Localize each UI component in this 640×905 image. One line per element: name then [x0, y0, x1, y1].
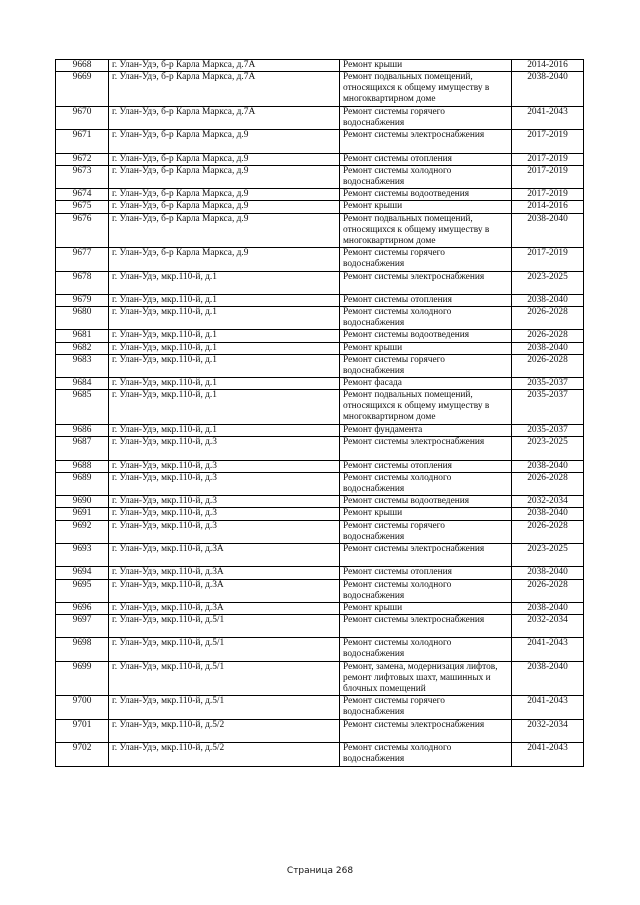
row-period: 2017-2019: [512, 248, 584, 271]
row-address: г. Улан-Удэ, мкр.110-й, д.3А: [109, 602, 340, 614]
row-address: г. Улан-Удэ, б-р Карла Маркса, д.7А: [109, 106, 340, 129]
row-address: г. Улан-Удэ, мкр.110-й, д.1: [109, 390, 340, 425]
table-row: [56, 543, 584, 566]
row-period: 2038-2040: [512, 567, 584, 579]
row-work-type: Ремонт системы электроснабжения: [340, 271, 512, 294]
row-work-type: Ремонт системы горячего водоснабжения: [340, 696, 512, 719]
row-address: г. Улан-Удэ, б-р Карла Маркса, д.7А: [109, 60, 340, 72]
row-period: 2038-2040: [512, 213, 584, 248]
table-row: [56, 579, 584, 602]
row-period: 2032-2034: [512, 615, 584, 638]
row-address: г. Улан-Удэ, мкр.110-й, д.5/1: [109, 661, 340, 696]
row-period: 2038-2040: [512, 602, 584, 614]
table-row: [56, 165, 584, 188]
row-number: 9673: [56, 165, 109, 188]
row-period: 2026-2028: [512, 354, 584, 377]
table-row: [56, 106, 584, 129]
table-row: [56, 307, 584, 330]
row-period: 2017-2019: [512, 165, 584, 188]
row-number: 9694: [56, 567, 109, 579]
row-number: 9691: [56, 508, 109, 520]
row-address: г. Улан-Удэ, мкр.110-й, д.3: [109, 508, 340, 520]
row-number: 9693: [56, 543, 109, 566]
table-row: [56, 72, 584, 107]
row-period: 2035-2037: [512, 378, 584, 390]
row-work-type: Ремонт системы горячего водоснабжения: [340, 354, 512, 377]
row-period: 2023-2025: [512, 271, 584, 294]
row-number: 9690: [56, 496, 109, 508]
table-row: [56, 460, 584, 472]
row-number: 9684: [56, 378, 109, 390]
row-address: г. Улан-Удэ, б-р Карла Маркса, д.9: [109, 248, 340, 271]
row-address: г. Улан-Удэ, мкр.110-й, д.1: [109, 342, 340, 354]
row-period: 2023-2025: [512, 437, 584, 460]
row-work-type: Ремонт системы электроснабжения: [340, 543, 512, 566]
row-work-type: Ремонт системы электроснабжения: [340, 615, 512, 638]
row-period: 2041-2043: [512, 106, 584, 129]
row-period: 2032-2034: [512, 496, 584, 508]
row-address: г. Улан-Удэ, мкр.110-й, д.3А: [109, 567, 340, 579]
row-period: 2041-2043: [512, 696, 584, 719]
row-work-type: Ремонт системы горячего водоснабжения: [340, 248, 512, 271]
row-work-type: Ремонт, замена, модернизация лифтов, ремонт лифтовых шахт, машинных и блочных помещений: [340, 661, 512, 696]
row-period: 2032-2034: [512, 719, 584, 742]
row-work-type: Ремонт системы отопления: [340, 153, 512, 165]
row-number: 9696: [56, 602, 109, 614]
page-number: Страница 268: [286, 866, 354, 876]
table-row: [56, 719, 584, 742]
table-row: [56, 342, 584, 354]
row-period: 2017-2019: [512, 153, 584, 165]
repair-schedule-table: [55, 59, 584, 767]
table-row: [56, 472, 584, 495]
row-work-type: Ремонт системы водоотведения: [340, 189, 512, 201]
row-address: г. Улан-Удэ, мкр.110-й, д.5/2: [109, 719, 340, 742]
row-address: г. Улан-Удэ, мкр.110-й, д.5/1: [109, 615, 340, 638]
row-number: 9686: [56, 425, 109, 437]
table-row: [56, 638, 584, 661]
row-number: 9701: [56, 719, 109, 742]
row-period: 2038-2040: [512, 342, 584, 354]
row-address: г. Улан-Удэ, мкр.110-й, д.1: [109, 307, 340, 330]
row-work-type: Ремонт системы горячего водоснабжения: [340, 520, 512, 543]
row-address: г. Улан-Удэ, мкр.110-й, д.3: [109, 520, 340, 543]
row-work-type: Ремонт системы электроснабжения: [340, 719, 512, 742]
row-number: 9681: [56, 330, 109, 342]
row-number: 9697: [56, 615, 109, 638]
row-work-type: Ремонт системы водоотведения: [340, 496, 512, 508]
row-address: г. Улан-Удэ, б-р Карла Маркса, д.9: [109, 201, 340, 213]
row-number: 9680: [56, 307, 109, 330]
row-work-type: Ремонт системы холодного водоснабжения: [340, 579, 512, 602]
table-row: [56, 602, 584, 614]
row-period: 2038-2040: [512, 508, 584, 520]
table-row: [56, 661, 584, 696]
table-row: [56, 390, 584, 425]
row-number: 9678: [56, 271, 109, 294]
row-address: г. Улан-Удэ, мкр.110-й, д.3: [109, 437, 340, 460]
table-row: [56, 437, 584, 460]
row-period: 2038-2040: [512, 72, 584, 107]
row-work-type: Ремонт системы водоотведения: [340, 330, 512, 342]
row-work-type: Ремонт фасада: [340, 378, 512, 390]
row-number: 9692: [56, 520, 109, 543]
row-number: 9687: [56, 437, 109, 460]
row-address: г. Улан-Удэ, мкр.110-й, д.5/1: [109, 696, 340, 719]
row-address: г. Улан-Удэ, мкр.110-й, д.1: [109, 330, 340, 342]
table-row: [56, 615, 584, 638]
row-work-type: Ремонт крыши: [340, 201, 512, 213]
row-period: 2017-2019: [512, 130, 584, 153]
row-address: г. Улан-Удэ, мкр.110-й, д.3: [109, 496, 340, 508]
row-number: 9674: [56, 189, 109, 201]
row-number: 9676: [56, 213, 109, 248]
table-row: [56, 567, 584, 579]
row-work-type: Ремонт крыши: [340, 508, 512, 520]
table-row: [56, 271, 584, 294]
table-row: [56, 248, 584, 271]
row-number: 9671: [56, 130, 109, 153]
row-period: 2041-2043: [512, 638, 584, 661]
row-number: 9698: [56, 638, 109, 661]
row-address: г. Улан-Удэ, мкр.110-й, д.5/2: [109, 743, 340, 766]
row-number: 9675: [56, 201, 109, 213]
table-row: [56, 508, 584, 520]
row-period: 2026-2028: [512, 307, 584, 330]
row-period: 2035-2037: [512, 390, 584, 425]
row-work-type: Ремонт фундамента: [340, 425, 512, 437]
table-row: [56, 330, 584, 342]
row-address: г. Улан-Удэ, мкр.110-й, д.1: [109, 425, 340, 437]
row-address: г. Улан-Удэ, мкр.110-й, д.1: [109, 378, 340, 390]
row-work-type: Ремонт системы отопления: [340, 294, 512, 306]
table-row: [56, 378, 584, 390]
row-period: 2014-2016: [512, 60, 584, 72]
row-number: 9668: [56, 60, 109, 72]
row-work-type: Ремонт системы электроснабжения: [340, 130, 512, 153]
row-work-type: Ремонт системы отопления: [340, 567, 512, 579]
row-work-type: Ремонт системы горячего водоснабжения: [340, 106, 512, 129]
row-number: 9695: [56, 579, 109, 602]
row-period: 2026-2028: [512, 520, 584, 543]
row-work-type: Ремонт подвальных помещений, относящихся к общему имуществу в многоквартирном доме: [340, 213, 512, 248]
row-number: 9685: [56, 390, 109, 425]
row-work-type: Ремонт системы холодного водоснабжения: [340, 165, 512, 188]
table-row: [56, 130, 584, 153]
row-work-type: Ремонт крыши: [340, 60, 512, 72]
table-row: [56, 153, 584, 165]
row-period: 2041-2043: [512, 743, 584, 766]
row-number: 9670: [56, 106, 109, 129]
row-number: 9688: [56, 460, 109, 472]
row-address: г. Улан-Удэ, мкр.110-й, д.5/1: [109, 638, 340, 661]
row-address: г. Улан-Удэ, мкр.110-й, д.3: [109, 472, 340, 495]
row-number: 9700: [56, 696, 109, 719]
row-address: г. Улан-Удэ, б-р Карла Маркса, д.9: [109, 153, 340, 165]
row-address: г. Улан-Удэ, мкр.110-й, д.1: [109, 271, 340, 294]
table-row: [56, 354, 584, 377]
row-address: г. Улан-Удэ, б-р Карла Маркса, д.9: [109, 189, 340, 201]
row-work-type: Ремонт системы холодного водоснабжения: [340, 638, 512, 661]
row-period: 2026-2028: [512, 472, 584, 495]
row-period: 2014-2016: [512, 201, 584, 213]
row-work-type: Ремонт крыши: [340, 602, 512, 614]
row-period: 2017-2019: [512, 189, 584, 201]
row-number: 9682: [56, 342, 109, 354]
row-work-type: Ремонт системы холодного водоснабжения: [340, 307, 512, 330]
row-work-type: Ремонт подвальных помещений, относящихся к общему имуществу в многоквартирном доме: [340, 72, 512, 107]
row-address: г. Улан-Удэ, мкр.110-й, д.3: [109, 460, 340, 472]
table-row: [56, 496, 584, 508]
row-address: г. Улан-Удэ, б-р Карла Маркса, д.9: [109, 165, 340, 188]
row-address: г. Улан-Удэ, мкр.110-й, д.3А: [109, 543, 340, 566]
table-body: [56, 60, 584, 767]
row-period: 2026-2028: [512, 330, 584, 342]
table-row: [56, 520, 584, 543]
row-period: 2038-2040: [512, 460, 584, 472]
row-address: г. Улан-Удэ, мкр.110-й, д.1: [109, 294, 340, 306]
row-period: 2026-2028: [512, 579, 584, 602]
row-work-type: Ремонт подвальных помещений, относящихся к общему имуществу в многоквартирном доме: [340, 390, 512, 425]
row-address: г. Улан-Удэ, б-р Карла Маркса, д.7А: [109, 72, 340, 107]
table-row: [56, 60, 584, 72]
table-row: [56, 294, 584, 306]
row-number: 9683: [56, 354, 109, 377]
row-work-type: Ремонт системы холодного водоснабжения: [340, 472, 512, 495]
row-work-type: Ремонт системы отопления: [340, 460, 512, 472]
row-number: 9677: [56, 248, 109, 271]
row-number: 9702: [56, 743, 109, 766]
table-row: [56, 189, 584, 201]
row-address: г. Улан-Удэ, мкр.110-й, д.3А: [109, 579, 340, 602]
row-address: г. Улан-Удэ, мкр.110-й, д.1: [109, 354, 340, 377]
row-number: 9699: [56, 661, 109, 696]
row-number: 9679: [56, 294, 109, 306]
row-period: 2023-2025: [512, 543, 584, 566]
row-period: 2038-2040: [512, 661, 584, 696]
row-period: 2035-2037: [512, 425, 584, 437]
row-work-type: Ремонт системы электроснабжения: [340, 437, 512, 460]
row-period: 2038-2040: [512, 294, 584, 306]
row-address: г. Улан-Удэ, б-р Карла Маркса, д.9: [109, 213, 340, 248]
table-row: [56, 696, 584, 719]
table-row: [56, 743, 584, 766]
table-row: [56, 213, 584, 248]
row-number: 9672: [56, 153, 109, 165]
row-number: 9669: [56, 72, 109, 107]
row-work-type: Ремонт крыши: [340, 342, 512, 354]
row-work-type: Ремонт системы холодного водоснабжения: [340, 743, 512, 766]
row-address: г. Улан-Удэ, б-р Карла Маркса, д.9: [109, 130, 340, 153]
table-row: [56, 201, 584, 213]
row-number: 9689: [56, 472, 109, 495]
table-row: [56, 425, 584, 437]
